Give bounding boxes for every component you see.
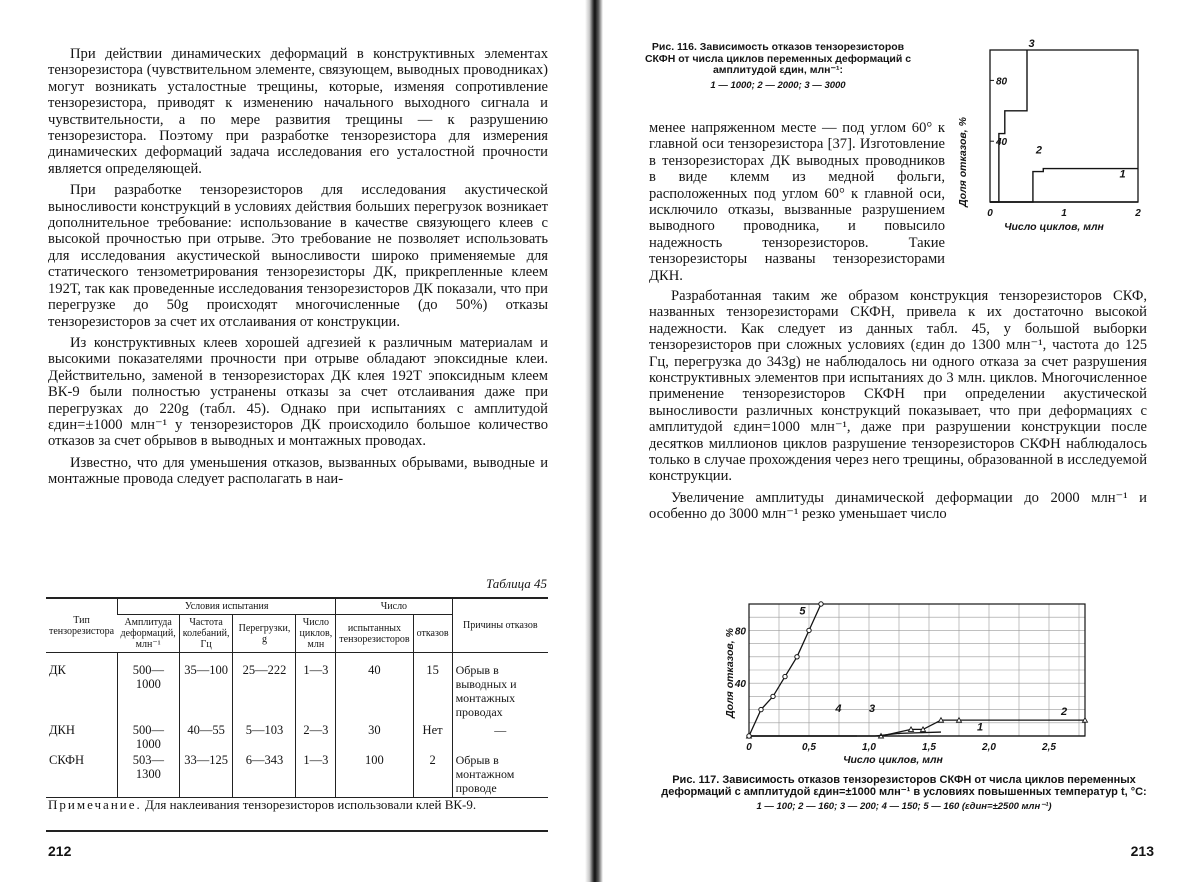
- figure-116-caption-text: Рис. 116. Зависимость отказов тензорезисторов СКФН от числа циклов переменных деформаций с амплитудой εдин, млн⁻¹:: [644, 41, 912, 76]
- x-tick-label: 0: [987, 208, 993, 219]
- x-tick-label: 2,0: [982, 742, 996, 753]
- figure-117-caption: [649, 774, 1159, 813]
- y-tick-label: 40: [734, 679, 746, 691]
- cell-tested: 100: [336, 753, 413, 798]
- series-point-5: [807, 628, 811, 632]
- figure-116-xlabel: Число циклов, млн: [1004, 221, 1104, 233]
- series-line-3: [990, 50, 1027, 202]
- table-title: Таблица 45: [485, 576, 547, 591]
- cell-type: СКФН: [46, 753, 118, 798]
- cell-type: ДКН: [49, 723, 75, 737]
- col-header-type: Тип тензорезистора: [46, 598, 118, 653]
- x-tick-label: 1,5: [922, 742, 936, 753]
- figure-116-series: [990, 38, 1138, 202]
- cell-frequency: 35—100: [179, 653, 233, 722]
- series-point-2: [909, 727, 914, 732]
- x-tick-label: 1,0: [862, 742, 876, 753]
- series-point-2: [957, 718, 962, 723]
- right-page: [603, 0, 1200, 882]
- page-number: 212: [48, 843, 72, 859]
- data-table: [46, 597, 548, 798]
- cell-failures: 15: [413, 653, 452, 722]
- table-note: [48, 797, 548, 812]
- col-header-amplitude: Амплитуда деформаций, млн⁻¹: [118, 615, 180, 653]
- col-header-overload: Перегрузки, g: [233, 615, 296, 653]
- book-spine: [585, 0, 603, 882]
- x-tick-label: 1: [1061, 208, 1067, 219]
- cell-type: ДК: [49, 663, 66, 677]
- plot-frame: [990, 50, 1138, 202]
- series-point-2: [939, 718, 944, 723]
- cell-failures: Нет: [413, 721, 452, 753]
- cell-overload: 5—103: [233, 721, 296, 753]
- col-header-tested: испытанных тензорезисторов: [336, 615, 413, 653]
- y-tick-label: 80: [996, 76, 1008, 88]
- col-header-reasons: Причины отказов: [452, 598, 548, 653]
- y-tick-label: 40: [996, 137, 1008, 149]
- cell-cycles: 2—3: [296, 721, 336, 753]
- series-label-2: 2: [1061, 705, 1068, 718]
- group-header-count: Число: [336, 598, 452, 615]
- col-header-frequency: Частота колебаний, Гц: [179, 615, 233, 653]
- cell-cycles: 1—3: [296, 653, 336, 722]
- note-text: Для наклеивания тензорезисторов использовали клей ВК-9.: [141, 797, 477, 812]
- table-row: [46, 753, 548, 798]
- note-label: Примечание.: [48, 797, 142, 812]
- series-point-5: [759, 707, 763, 711]
- paragraph-text: менее напряженном месте — под углом 60° к главной оси тензорезистора [37]. Изготовление в тензорезисторах ДК выводных проводников в виде клемм из медной фольги, расположенных под углом 60° к главной оси, исключило отказы, вызванные разрушением выводного проводника, и повысило надежность тензорезисторов. Такие тензорезисторы названы тензорезисторами ДКН.: [649, 120, 945, 284]
- series-point-5: [819, 602, 823, 606]
- col-header-failures: отказов: [413, 615, 452, 653]
- series-label-3: 3: [1028, 37, 1035, 50]
- y-tick-label: 80: [734, 626, 746, 638]
- cell-failures: 2: [413, 753, 452, 798]
- figure-117-grid: [749, 604, 1085, 736]
- figure-116-ticks: [987, 76, 1141, 219]
- series-label-4: 4: [835, 703, 842, 716]
- x-tick-label: 2: [1135, 208, 1141, 219]
- paragraph: Увеличение амплитуды динамической деформации до 2000 млн⁻¹ и особенно до 3000 млн⁻¹ резко уменьшает число: [649, 489, 1147, 523]
- series-point-5: [783, 674, 787, 678]
- cell-amplitude: 503—1300: [118, 753, 180, 798]
- figure-117-xlabel: Число циклов, млн: [843, 754, 943, 766]
- x-tick-label: 0: [746, 742, 752, 753]
- figure-116-legend: 1 — 1000; 2 — 2000; 3 — 3000: [710, 79, 846, 91]
- figure-117-caption-text: Рис. 117. Зависимость отказов тензорезисторов СКФН от числа циклов переменных деформаций с амплитудой εдин=±1000 млн⁻¹ в условиях повышенных температур t, °C:: [661, 774, 1147, 798]
- x-tick-label: 0,5: [802, 742, 816, 753]
- cell-frequency: 40—55: [179, 721, 233, 753]
- figure-116-caption: [639, 42, 917, 91]
- right-page-body-text: [649, 288, 1147, 528]
- left-page: [0, 0, 585, 882]
- figure-116-ylabel: Доля отказов, %: [957, 117, 969, 207]
- cell-reason: Обрыв в монтажном проводе: [452, 753, 548, 798]
- series-line-2: [990, 169, 1138, 202]
- series-label-5: 5: [799, 605, 806, 618]
- paragraph: При разработке тензорезисторов для исследования акустической выносливости конструкций в условиях действия больших перегрузок возникает дополнительное требование: использование в качестве связующего клеев с высокой прочностью при отрыве. Это требование не позволяет использовать для исследования акустической выносливости широко применяемые для статического тензометрирования тензорезисторы ДК, прикрепленные клеем 192Т, так как проведенные исследования тензорезисторов ДК показали, что при перегрузке до 50g происходят многочисленные (до 50%) отказы тензорезисторов за счет их отслаивания от конструкции.: [48, 182, 548, 330]
- series-label-1: 1: [977, 721, 984, 734]
- table-row: [46, 653, 548, 722]
- cell-amplitude: 500—1000: [118, 721, 180, 753]
- series-point-2: [921, 727, 926, 732]
- footer-rule: [46, 830, 548, 832]
- left-page-body-text: [48, 46, 548, 493]
- series-point-2: [1083, 718, 1088, 723]
- cell-tested: 30: [336, 721, 413, 753]
- figure-117-chart: [713, 598, 1093, 768]
- series-label-1: 1: [1119, 168, 1126, 181]
- series-point-5: [747, 734, 751, 738]
- figure-117-legend: 1 — 100; 2 — 160; 3 — 200; 4 — 150; 5 — 160 (εдин=±2500 млн⁻¹): [756, 801, 1052, 812]
- cell-reason: Обрыв в выводных и монтажных проводах: [452, 653, 548, 722]
- cell-overload: 6—343: [233, 753, 296, 798]
- x-tick-label: 2,5: [1042, 742, 1056, 753]
- cell-reason: —: [452, 721, 548, 753]
- table-row: [46, 721, 548, 753]
- series-label-2: 2: [1035, 144, 1043, 157]
- figure-116-chart: [948, 37, 1158, 238]
- cell-frequency: 33—125: [179, 753, 233, 798]
- figure-116-axes: [990, 50, 1138, 202]
- col-header-cycles: Число циклов, млн: [296, 615, 336, 653]
- paragraph: [649, 120, 945, 284]
- cell-overload: 25—222: [233, 653, 296, 722]
- series-label-3: 3: [869, 703, 876, 716]
- series-point-5: [795, 655, 799, 659]
- paragraph: Известно, что для уменьшения отказов, вызванных обрывами, выводные и монтажные провода следует располагать в наи-: [48, 454, 548, 488]
- cell-cycles: 1—3: [296, 753, 336, 798]
- paragraph: Разработанная таким же образом конструкция тензорезисторов СКФ, названных тензорезисторами СКФН, привела к их достаточно высокой надежности. Как следует из данных табл. 45, у большой выборки тензорезисторов при сложных условиях (εдин до 1300 млн⁻¹, частота до 125 Гц, перегрузка до 343g) не наблюдалось ни одного отказа за счет разрушения конструктивных элементов при испытаниях до 3 млн. циклов. Многочисленное применение тензорезисторов СКФН при определении акустической выносливости различных конструкций показывает, что при деформациях с амплитудой εдин=1000 млн⁻¹, даже при разрушении конструкции после десятков миллионов циклов разрушение тензорезисторов СКФН наблюдалось только в случае прохождения через него трещины, образованной в исследуемой конструкции.: [649, 288, 1147, 485]
- series-point-5: [771, 694, 775, 698]
- paragraph: Из конструктивных клеев хорошей адгезией к различным материалам и высокими показателями прочности при отрыве обладают эпоксидные клеи. Действительно, заменой в тензорезисторах ДК клея 192Т эпоксидным клеем ВК-9 были полностью устранены отказы за счет отслаивания даже при перегрузках до 220g (табл. 45). Однако при испытаниях с амплитудой εдин=±1000 млн⁻¹ у тензорезисторов ДК происходило большое количество отказов за счет обрывов в выводных и монтажных проводах.: [48, 334, 548, 450]
- right-page-text-wrap: [649, 120, 945, 289]
- cell-amplitude: 500—1000: [118, 653, 180, 722]
- cell-tested: 40: [336, 653, 413, 722]
- figure-117-ylabel: Доля отказов, %: [724, 628, 736, 718]
- group-header-conditions: Условия испытания: [118, 598, 336, 615]
- paragraph: При действии динамических деформаций в конструктивных элементах тензорезистора (чувствительном элементе, связующем, выводных проводниках) могут возникать усталостные трещины, которые, изменяя сопротивление тензорезистора, приводят к изменению начального выходного сигнала и чувствительности, а по мере развития трещины — к разрушению тензорезистора. Поэтому при разработке тензорезистора для измерения динамических деформаций задача исследования его усталостной прочности является определяющей.: [48, 46, 548, 177]
- page-number: 213: [1130, 843, 1154, 859]
